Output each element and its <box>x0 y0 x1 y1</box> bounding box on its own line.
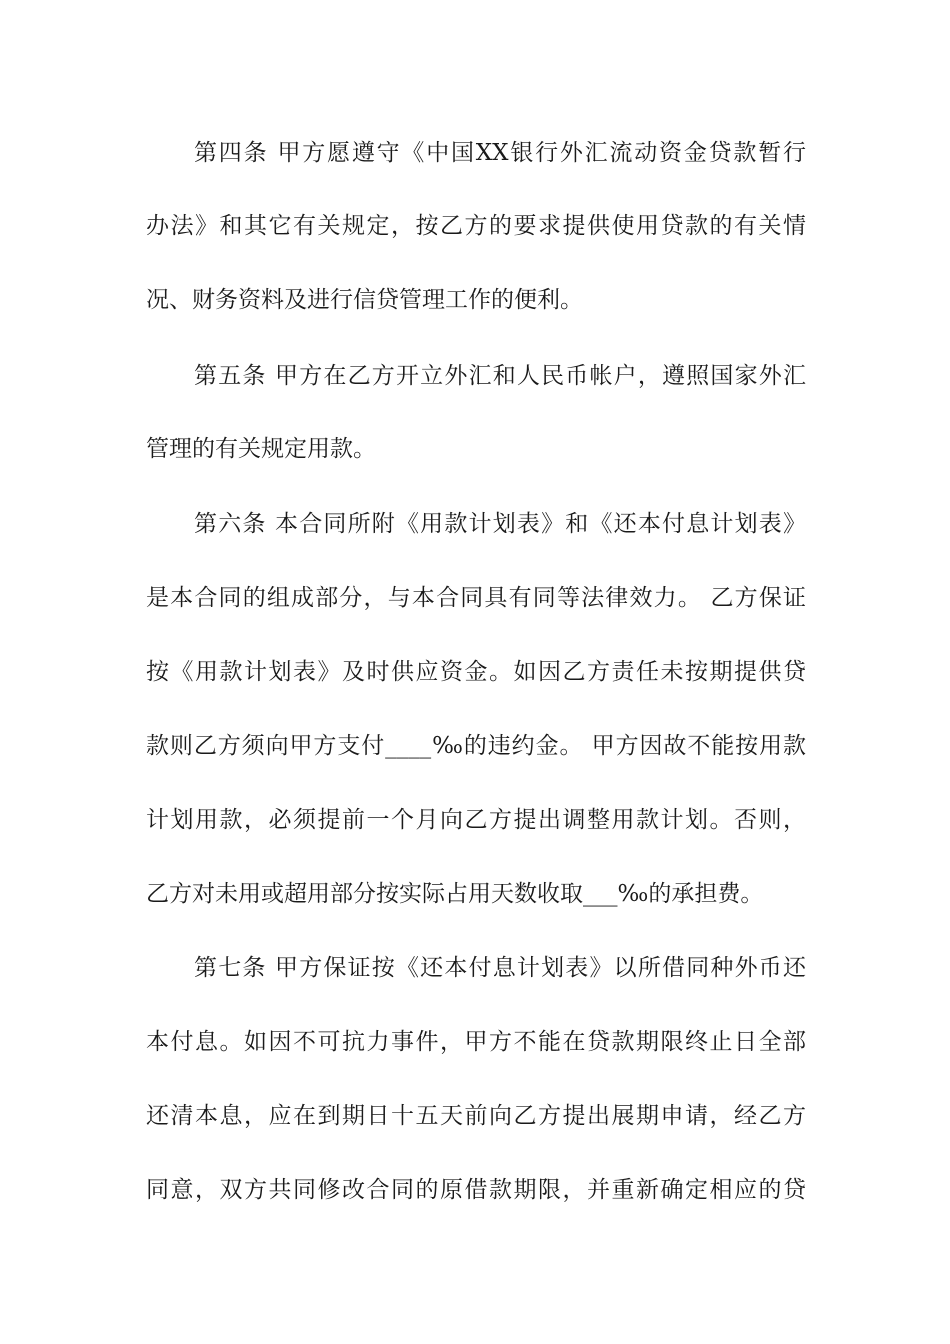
text-line: 第五条 甲方在乙方开立外汇和人民币帐户，遵照国家外汇 <box>194 363 806 389</box>
text-line: 本付息。如因不可抗力事件，甲方不能在贷款期限终止日全部 <box>146 1029 806 1055</box>
text-line: 乙方对未用或超用部分按实际占用天数收取___‰的承担费。 <box>146 881 764 907</box>
text-line: 是本合同的组成部分，与本合同具有同等法律效力。 乙方保证 <box>146 585 806 611</box>
text-line: 第七条 甲方保证按《还本付息计划表》以所借同种外币还 <box>194 955 806 981</box>
text-line: 款则乙方须向甲方支付____‰的违约金。 甲方因故不能按用款 <box>146 733 806 759</box>
text-line: 办法》和其它有关规定，按乙方的要求提供使用贷款的有关情 <box>146 213 806 239</box>
text-line: 还清本息，应在到期日十五天前向乙方提出展期申请，经乙方 <box>146 1103 806 1129</box>
text-line: 第六条 本合同所附《用款计划表》和《还本付息计划表》 <box>194 511 806 537</box>
text-line: 计划用款，必须提前一个月向乙方提出调整用款计划。否则， <box>146 807 806 833</box>
text-line: 管理的有关规定用款。 <box>146 436 376 462</box>
text-line: 按《用款计划表》及时供应资金。如因乙方责任未按期提供贷 <box>146 659 806 685</box>
text-line: 同意，双方共同修改合同的原借款期限，并重新确定相应的贷 <box>146 1177 806 1203</box>
text-line: 第四条 甲方愿遵守《中国XX银行外汇流动资金贷款暂行 <box>194 140 806 166</box>
text-line: 况、财务资料及进行信贷管理工作的便利。 <box>146 287 583 313</box>
